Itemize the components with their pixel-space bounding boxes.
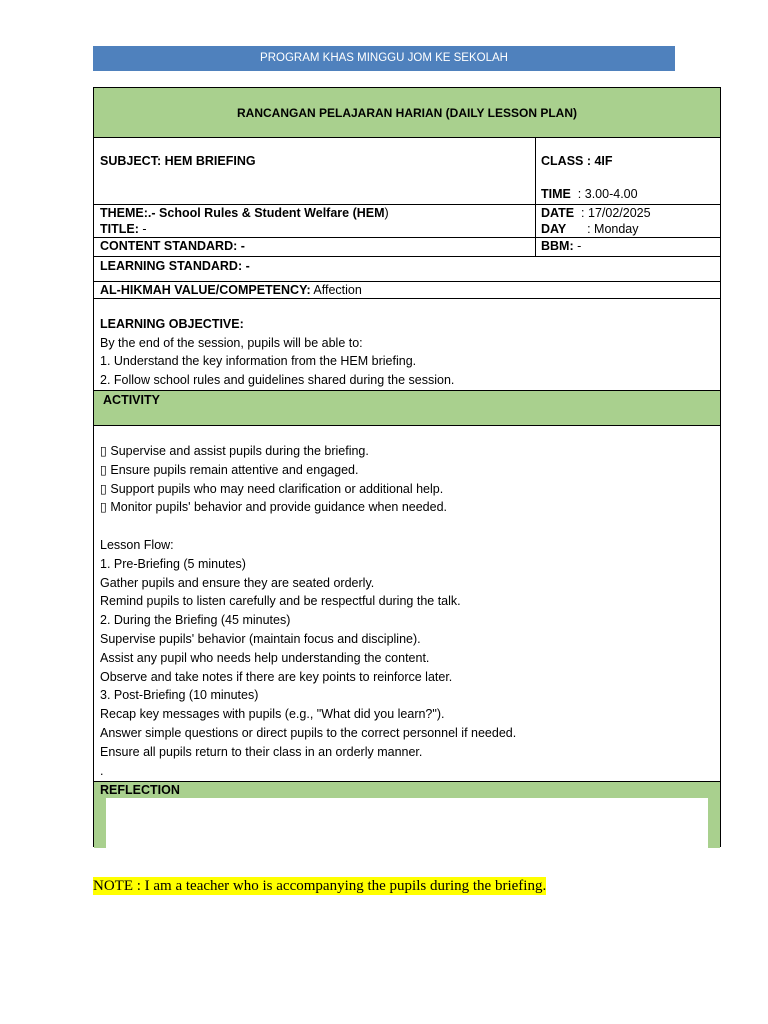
teacher-note: NOTE : I am a teacher who is accompanying the pupils during the briefing. [93,878,547,894]
theme-value: School Rules & Student Welfare (HEM [155,206,385,220]
bullet-box-icon: ▯ [100,462,107,477]
lesson-flow-line: Ensure all pupils return to their class in an orderly manner. [100,744,423,759]
activity-label: ACTIVITY [100,393,160,407]
reflection-input-area[interactable] [100,798,714,848]
objective-line: By the end of the session, pupils will be able to: [100,335,363,350]
theme-text [94,205,389,222]
content-standard-row [94,238,720,257]
learning-objective-row [94,299,720,390]
activity-header-row [94,390,720,426]
theme-row [94,205,720,238]
value-value: Affection [310,283,362,297]
bullet-box-icon: ▯ [100,444,107,458]
title-value: - [138,222,147,236]
activity-bullet-text: Ensure pupils remain attentive and engaged. [106,462,359,477]
time-label: TIME [541,187,571,201]
class-text: CLASS : 4IF [541,154,613,168]
time-text [535,187,638,201]
lesson-plan-title: RANCANGAN PELAJARAN HARIAN (DAILY LESSON PLAN) [94,88,720,138]
value-row [94,282,720,299]
title-label: TITLE: [100,222,139,236]
objective-label: LEARNING OBJECTIVE: [100,317,244,331]
theme-label: THEME:.- [100,206,156,220]
bullet-box-icon: ▯ [100,481,107,496]
lesson-flow-line: Remind pupils to listen carefully and be respectful during the talk. [100,594,461,609]
lesson-flow-line: Supervise pupils' behavior (maintain focus and discipline). [100,631,421,646]
content-standard-text: CONTENT STANDARD: - [100,239,245,253]
date-label: DATE [541,206,575,220]
lesson-flow-line: Lesson Flow: [100,537,174,552]
blank-line [100,517,516,536]
learning-standard-row [94,257,720,282]
activity-bullet [100,461,516,480]
activity-body [94,426,720,781]
lesson-flow-line: 3. Post-Briefing (10 minutes) [100,688,259,703]
lesson-flow-line: Gather pupils and ensure they are seated orderly. [100,575,375,590]
bbm-label: BBM: [541,239,574,253]
lesson-flow-line: 1. Pre-Briefing (5 minutes) [100,556,246,571]
bbm-value: - [573,239,582,253]
title-text [94,221,147,238]
date-value: : 17/02/2025 [574,206,651,220]
activity-bullet-text: Supervise and assist pupils during the briefing. [106,444,369,458]
objective-line: 2. Follow school rules and guidelines shared during the session. [100,372,455,387]
activity-bullet [100,442,516,461]
bbm-text [535,238,581,255]
value-label: AL-HIKMAH VALUE/COMPETENCY: [100,283,311,297]
value-text [94,282,362,299]
date-text [535,205,651,222]
activity-content [94,442,516,780]
lesson-flow-line: Recap key messages with pupils (e.g., "What did you learn?"). [100,707,445,722]
learning-standard-text: LEARNING STANDARD: - [100,259,250,273]
activity-bullet [100,498,516,517]
lesson-flow-line: Assist any pupil who needs help understanding the content. [100,650,430,665]
lesson-flow-line: Observe and take notes if there are key points to reinforce later. [100,669,453,684]
lesson-flow-line: . [100,763,104,778]
program-banner: PROGRAM KHAS MINGGU JOM KE SEKOLAH [93,46,675,71]
learning-objective-block [94,315,454,389]
day-label: DAY [541,222,567,236]
subject-text: SUBJECT: HEM BRIEFING [100,154,256,168]
objective-line: 1. Understand the key information from the HEM briefing. [100,354,417,368]
activity-bullet [100,480,516,499]
bullet-box-icon: ▯ [100,500,107,515]
activity-bullet-text: Support pupils who may need clarification or additional help. [106,481,444,496]
time-value: : 3.00-4.00 [570,187,638,201]
reflection-label: REFLECTION [100,783,180,797]
lesson-flow-line: Answer simple questions or direct pupils to the correct personnel if needed. [100,725,517,740]
theme-close: ) [384,206,389,220]
activity-bullet-text: Monitor pupils' behavior and provide guidance when needed. [106,500,448,515]
lesson-plan-table [93,87,721,847]
lesson-flow-line: 2. During the Briefing (45 minutes) [100,613,291,628]
day-value: : Monday [566,222,639,236]
subject-row [94,138,720,205]
day-text [535,221,639,238]
